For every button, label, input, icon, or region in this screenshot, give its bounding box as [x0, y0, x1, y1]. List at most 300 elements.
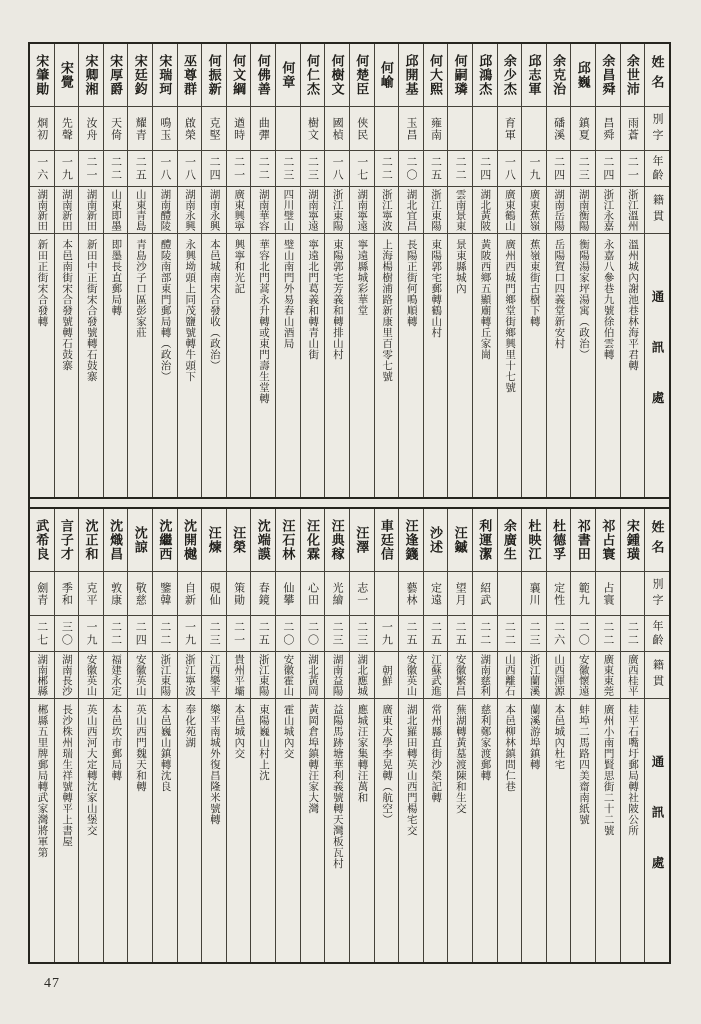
person-column [570, 509, 595, 962]
person-column [398, 509, 423, 962]
person-native-place [399, 651, 423, 698]
person-native-place-text: 湖南新田 [85, 189, 97, 231]
person-native-place-text: 廣東興寧 [233, 189, 245, 231]
person-column [595, 44, 620, 497]
person-courtesy-name-text: 定性 [552, 581, 565, 606]
person-courtesy-name [399, 571, 423, 615]
header-courtesy-name-text: 別字 [651, 577, 664, 610]
person-age [399, 150, 423, 186]
person-native-place [276, 651, 300, 698]
person-address [522, 698, 546, 962]
person-native-place-text: 浙江蘭溪 [528, 654, 540, 696]
person-age-text: 二二 [257, 155, 270, 182]
person-native-place-text: 湖南衡陽 [577, 189, 589, 231]
person-address [251, 233, 275, 497]
person-native-place-text: 安徽霍山 [282, 654, 294, 696]
person-address-text: 溫州城內謝池巷林海平君轉 [627, 239, 639, 371]
person-courtesy-name [55, 106, 79, 150]
person-address [251, 698, 275, 962]
person-column [620, 509, 645, 962]
person-address-text: 青島沙子口區彭家莊 [134, 239, 146, 338]
person-native-place-text: 湖北應城 [356, 654, 368, 696]
person-native-place [325, 186, 349, 233]
person-address [104, 233, 128, 497]
person-courtesy-name [621, 571, 645, 615]
person-column [103, 509, 128, 962]
person-age-text: 一九 [380, 620, 393, 647]
person-native-place-text: 湖北宜昌 [405, 189, 417, 231]
header-address-text: 通訊處 [650, 289, 665, 442]
person-name-text: 宋卿湘 [83, 54, 99, 96]
person-name [276, 44, 300, 106]
person-name [178, 509, 202, 571]
person-name [55, 44, 79, 106]
header-name-text: 姓名 [649, 55, 665, 95]
person-courtesy-name [547, 571, 571, 615]
person-name-text: 汪澤 [354, 526, 370, 554]
person-courtesy-name-text: 仙攀 [281, 581, 294, 606]
person-courtesy-name-text: 鳴玉 [158, 116, 171, 141]
person-age-text: 二二 [503, 620, 516, 647]
person-courtesy-name [251, 571, 275, 615]
person-age [596, 615, 620, 651]
person-name-text: 邱開基 [403, 54, 419, 96]
person-address [202, 698, 226, 962]
person-courtesy-name [30, 106, 54, 150]
person-courtesy-name [128, 106, 152, 150]
person-column [324, 44, 349, 497]
person-age [571, 150, 595, 186]
person-age-text: 二五 [404, 620, 417, 647]
person-courtesy-name-text: 春鏡 [257, 581, 270, 606]
person-courtesy-name-text: 自新 [183, 581, 196, 606]
person-name-text: 汪逢籛 [403, 519, 419, 561]
person-age-text: 二〇 [404, 155, 417, 182]
header-column [644, 44, 669, 497]
person-native-place [178, 651, 202, 698]
person-address-text: 衡陽湯家坪湯寓（政治） [577, 239, 589, 360]
person-address-text: 寧遠北門葛義和轉青山街 [307, 239, 319, 360]
person-age-text: 二二 [380, 155, 393, 182]
person-native-place-text: 安徽英山 [134, 654, 146, 696]
person-age [30, 150, 54, 186]
person-name [424, 44, 448, 106]
person-courtesy-name [202, 571, 226, 615]
person-courtesy-name [498, 106, 522, 150]
person-address-text: 蕉嶺東街古樹下轉 [528, 239, 540, 327]
person-native-place-text: 湖北黃陂 [479, 189, 491, 231]
person-courtesy-name-text: 烱初 [35, 116, 48, 141]
person-age [350, 150, 374, 186]
person-address [276, 698, 300, 962]
header-column [644, 509, 669, 962]
person-age-text: 二三 [306, 155, 319, 182]
person-courtesy-name [55, 571, 79, 615]
person-courtesy-name-text: 志一 [355, 581, 368, 606]
person-native-place [399, 186, 423, 233]
person-courtesy-name [276, 106, 300, 150]
person-name-text: 汪石林 [280, 519, 296, 561]
person-column [546, 44, 571, 497]
header-name [645, 44, 669, 106]
person-courtesy-name [621, 106, 645, 150]
person-column [250, 44, 275, 497]
person-name [251, 44, 275, 106]
person-column [152, 44, 177, 497]
person-age [473, 615, 497, 651]
person-age-text: 一九 [183, 620, 196, 647]
person-courtesy-name [153, 106, 177, 150]
person-name-text: 宋肇勛 [34, 54, 50, 96]
person-column [78, 44, 103, 497]
person-native-place-text: 安徽英山 [405, 654, 417, 696]
person-column [595, 509, 620, 962]
person-courtesy-name [202, 106, 226, 150]
person-address [227, 698, 251, 962]
person-age-text: 二二 [626, 620, 639, 647]
person-name-text: 汪鏚 [452, 526, 468, 554]
person-name [375, 509, 399, 571]
person-age-text: 一九 [60, 155, 73, 182]
person-courtesy-name [375, 106, 399, 150]
person-name [325, 44, 349, 106]
person-name-text: 余廣生 [501, 519, 517, 561]
header-age [645, 150, 669, 186]
person-native-place-text: 浙江東陽 [257, 654, 269, 696]
person-address-text: 蚌埠二馬路四美齋南紙號 [577, 704, 589, 825]
person-courtesy-name [79, 571, 103, 615]
person-name [350, 44, 374, 106]
person-age-text: 二三 [355, 620, 368, 647]
person-age-text: 二三 [577, 155, 590, 182]
person-native-place-text: 安徽英山 [85, 654, 97, 696]
person-courtesy-name-text: 心田 [306, 581, 319, 606]
person-age [104, 150, 128, 186]
person-address [498, 233, 522, 497]
person-age-text: 二五 [429, 155, 442, 182]
person-age [596, 150, 620, 186]
person-column [275, 44, 300, 497]
person-name [375, 44, 399, 106]
person-address-text: 蕪湖轉黃墓渡陳和生交 [454, 704, 466, 814]
person-age-text: 二四 [134, 620, 147, 647]
person-age-text: 二三 [208, 620, 221, 647]
person-column [250, 509, 275, 962]
person-address [178, 233, 202, 497]
person-address [153, 233, 177, 497]
person-age-text: 二四 [552, 155, 565, 182]
person-native-place-text: 山西離石 [503, 654, 515, 696]
person-age [547, 150, 571, 186]
person-native-place [276, 186, 300, 233]
person-native-place-text: 湖南郴縣 [36, 654, 48, 696]
person-native-place [227, 186, 251, 233]
person-address [399, 698, 423, 962]
person-address-text: 東陽郭宅芳義和轉排山村 [331, 239, 343, 360]
person-name-text: 余克治 [551, 54, 567, 96]
person-native-place [473, 186, 497, 233]
person-name [596, 509, 620, 571]
person-name [571, 509, 595, 571]
person-age [350, 615, 374, 651]
person-courtesy-name-text: 玉昌 [404, 116, 417, 141]
person-name [399, 44, 423, 106]
person-column [103, 44, 128, 497]
person-age-text: 二四 [208, 155, 221, 182]
person-column [300, 44, 325, 497]
person-native-place [301, 186, 325, 233]
person-address [424, 698, 448, 962]
person-column [521, 44, 546, 497]
person-age-text: 二二 [158, 620, 171, 647]
person-name [30, 44, 54, 106]
person-address-text: 新田正街宋合發轉 [36, 239, 48, 327]
person-name [128, 509, 152, 571]
person-native-place [104, 651, 128, 698]
person-age [153, 615, 177, 651]
person-address [547, 698, 571, 962]
person-age-text: 一七 [355, 155, 368, 182]
person-native-place-text: 湖南永興 [208, 189, 220, 231]
person-courtesy-name [128, 571, 152, 615]
person-name [153, 509, 177, 571]
person-address [399, 233, 423, 497]
person-native-place-text: 廣東鶴山 [503, 189, 515, 231]
header-age [645, 615, 669, 651]
person-native-place [251, 186, 275, 233]
person-courtesy-name-text: 紹武 [478, 581, 491, 606]
person-age [251, 150, 275, 186]
person-column [127, 44, 152, 497]
person-courtesy-name [424, 106, 448, 150]
person-address-text: 慈利鄭家渡郵轉 [479, 704, 491, 781]
person-column [349, 509, 374, 962]
person-courtesy-name [448, 106, 472, 150]
person-native-place-text: 湖南新田 [60, 189, 72, 231]
person-native-place [547, 651, 571, 698]
person-column [54, 509, 79, 962]
person-native-place-text: 山西渾源 [553, 654, 565, 696]
person-address-text: 黃陂西鄉五顯廟轉丘家崗 [479, 239, 491, 360]
person-courtesy-name [104, 571, 128, 615]
person-courtesy-name-text: 汝舟 [85, 116, 98, 141]
person-native-place [498, 651, 522, 698]
person-address [128, 233, 152, 497]
person-name-text: 何仁杰 [305, 54, 320, 96]
person-name-text: 杜映江 [526, 519, 542, 561]
person-age-text: 一九 [85, 620, 98, 647]
person-age [79, 150, 103, 186]
person-courtesy-name [571, 571, 595, 615]
person-age-text: 二二 [601, 620, 614, 647]
person-address [350, 233, 374, 497]
person-name [571, 44, 595, 106]
person-name-text: 杜德孚 [551, 519, 567, 561]
person-age [375, 150, 399, 186]
person-name [498, 509, 522, 571]
person-native-place [128, 186, 152, 233]
person-name [547, 509, 571, 571]
person-address-text: 益陽馬跡塘華利義號轉天灣板瓦村 [331, 704, 343, 869]
person-address [128, 698, 152, 962]
person-address-text: 本邑柳林鎮問仁巷 [504, 704, 516, 792]
person-age-text: 二七 [35, 620, 48, 647]
person-address [448, 233, 472, 497]
person-native-place [301, 651, 325, 698]
person-age-text: 二五 [134, 155, 147, 182]
person-native-place [424, 651, 448, 698]
person-native-place-text: 湖南醴陵 [159, 189, 171, 231]
person-age [153, 150, 177, 186]
person-column [497, 44, 522, 497]
person-native-place-text: 湖北黃岡 [307, 654, 318, 696]
person-courtesy-name [399, 106, 423, 150]
person-address-text: 黃岡倉埠鎮轉汪家大灣 [307, 704, 319, 814]
person-age-text: 二三 [281, 155, 294, 182]
person-name-text: 沈開樾 [181, 519, 197, 561]
person-column [226, 509, 251, 962]
person-age-text: 二六 [552, 620, 565, 647]
person-native-place-text: 湖南岳陽 [553, 189, 565, 231]
person-courtesy-name-text: 硯仙 [208, 581, 221, 606]
person-address [375, 698, 399, 962]
person-name-text: 汪典稼 [329, 519, 345, 561]
person-courtesy-name [350, 571, 374, 615]
person-name [79, 509, 103, 571]
person-address-text: 英山西門魏天和轉 [134, 704, 146, 792]
person-age [276, 150, 300, 186]
person-courtesy-name [498, 571, 522, 615]
person-address [301, 233, 325, 497]
person-courtesy-name-text: 天倚 [109, 116, 122, 141]
person-courtesy-name [227, 571, 251, 615]
header-courtesy-name-text: 別字 [651, 112, 664, 145]
person-courtesy-name [30, 571, 54, 615]
person-native-place [178, 186, 202, 233]
person-name-text: 祁書田 [575, 519, 591, 561]
person-age [325, 150, 349, 186]
person-courtesy-name [301, 106, 325, 150]
person-address-text: 長陽正街何鳴順轉 [405, 239, 417, 327]
person-age [473, 150, 497, 186]
person-courtesy-name-text: 敦康 [109, 581, 122, 606]
person-native-place-text: 福建永定 [110, 654, 122, 696]
person-name-text: 邱巍 [575, 61, 591, 89]
person-native-place-text: 江西樂平 [208, 654, 220, 696]
person-address-text: 華容北門蒿永升轉或東門壽生堂轉 [258, 239, 270, 404]
person-courtesy-name-text: 劍青 [35, 581, 48, 606]
person-native-place-text: 浙江寧波 [183, 654, 195, 696]
person-courtesy-name [178, 571, 202, 615]
person-courtesy-name-text: 雨蒼 [626, 116, 639, 141]
person-address-text: 湖北羅田轉英山西門楊宅交 [405, 704, 417, 836]
person-courtesy-name-text: 定遠 [429, 581, 442, 606]
person-native-place-text: 山東即墨 [110, 189, 122, 231]
person-courtesy-name-text: 昌舜 [601, 116, 614, 141]
person-column [423, 509, 448, 962]
person-name [227, 509, 251, 571]
person-name-text: 余少杰 [501, 54, 517, 96]
person-name-text: 何嗣璘 [452, 54, 468, 96]
person-courtesy-name-text: 雍南 [429, 116, 442, 141]
person-name [301, 44, 325, 106]
person-name-text: 武希良 [34, 519, 50, 561]
person-name-text: 何章 [280, 61, 296, 89]
person-name-text: 沈端謨 [255, 519, 271, 561]
person-address-text: 郴縣五里牌郵局轉武家灣將軍第 [36, 704, 48, 858]
person-address-text: 即墨長直郵局轉 [110, 239, 122, 316]
person-age [498, 615, 522, 651]
person-age [128, 150, 152, 186]
person-name-text: 車廷信 [378, 519, 394, 561]
person-native-place [375, 186, 399, 233]
person-name-text: 汪化霖 [305, 519, 320, 561]
person-address-text: 景東縣城內 [454, 239, 466, 294]
person-address-text: 本邑南街宋合發號轉石鼓寨 [61, 239, 73, 371]
person-native-place-text: 湖南華容 [257, 189, 269, 231]
person-age-text: 一六 [35, 155, 48, 182]
person-native-place-text: 浙江東陽 [331, 189, 343, 231]
person-name-text: 何佛善 [255, 54, 271, 96]
person-name-text: 沈繼西 [157, 519, 173, 561]
person-address-text: 醴陵南部東門郵局轉（政治） [159, 239, 171, 382]
directory-table-bottom [30, 507, 669, 962]
person-column [324, 509, 349, 962]
person-address [227, 233, 251, 497]
person-name [104, 44, 128, 106]
person-age [522, 615, 546, 651]
person-age [448, 615, 472, 651]
person-name-text: 何崳 [378, 61, 394, 89]
person-native-place [498, 186, 522, 233]
person-courtesy-name [153, 571, 177, 615]
person-column [521, 509, 546, 962]
person-native-place [350, 651, 374, 698]
person-native-place-text: 浙江東陽 [159, 654, 171, 696]
person-native-place [202, 651, 226, 698]
person-age-text: 二四 [601, 155, 614, 182]
person-courtesy-name-text: 鎮夏 [577, 116, 590, 141]
person-name [621, 44, 645, 106]
person-name-text: 言子才 [58, 519, 74, 561]
person-name [424, 509, 448, 571]
person-age [128, 615, 152, 651]
person-native-place [571, 651, 595, 698]
person-name-text: 何文綱 [231, 54, 247, 96]
person-courtesy-name-text: 克平 [85, 581, 98, 606]
directory-table-top [30, 44, 669, 499]
person-native-place [55, 651, 79, 698]
person-address-text: 奉化苑湖 [184, 704, 196, 748]
person-courtesy-name-text: 占寰 [601, 581, 614, 606]
header-age-text: 年齡 [651, 619, 664, 648]
header-name [645, 509, 669, 571]
person-address [571, 698, 595, 962]
person-age [424, 150, 448, 186]
person-address-text: 本邑巍山鎮轉沈良 [159, 704, 171, 792]
person-name [104, 509, 128, 571]
person-courtesy-name-text: 耀青 [134, 116, 147, 141]
person-column [447, 509, 472, 962]
person-native-place-text: 安徽繁昌 [454, 654, 466, 696]
person-address-text: 永興坳頭上同茂鹽號轉牛頭下 [184, 239, 196, 382]
person-name [350, 509, 374, 571]
person-column [30, 509, 54, 962]
person-native-place-text: 雲南景東 [454, 189, 466, 231]
person-age [178, 615, 202, 651]
person-address [498, 698, 522, 962]
person-native-place [375, 651, 399, 698]
